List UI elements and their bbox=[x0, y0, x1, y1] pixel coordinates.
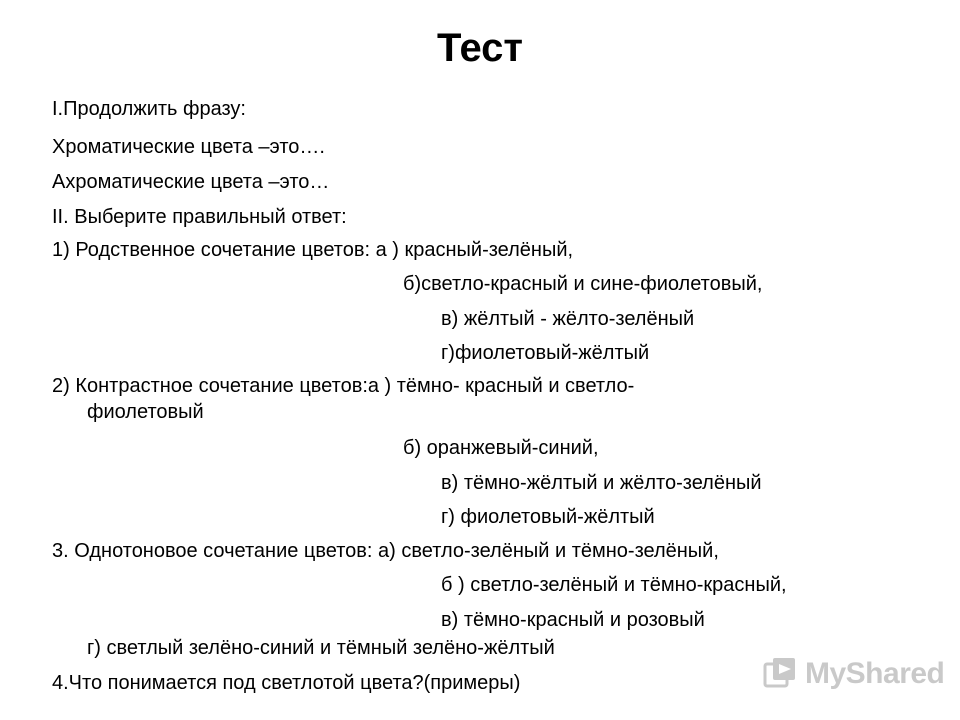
question-4: 4.Что понимается под светлотой цвета?(примеры) bbox=[52, 672, 521, 694]
question-3-option-g: г) светлый зелёно-синий и тёмный зелёно-жёлтый bbox=[87, 637, 555, 659]
watermark-text: MyShared bbox=[805, 657, 945, 690]
watermark bbox=[763, 652, 945, 696]
section-1-heading: I.Продолжить фразу: bbox=[52, 98, 246, 120]
question-2-option-b: б) оранжевый-синий, bbox=[403, 437, 599, 459]
question-1-option-v: в) жёлтый - жёлто-зелёный bbox=[441, 308, 695, 330]
question-3-option-a: 3. Однотоновое сочетание цветов: а) светло-зелёный и тёмно-зелёный, bbox=[52, 540, 719, 562]
section-2-heading: II. Выберите правильный ответ: bbox=[52, 206, 347, 228]
myshared-logo-icon bbox=[763, 656, 799, 692]
question-2-option-v: в) тёмно-жёлтый и жёлто-зелёный bbox=[441, 472, 762, 494]
question-1-option-b: б)светло-красный и сине-фиолетовый, bbox=[403, 273, 763, 295]
question-achromatic: Ахроматические цвета –это… bbox=[52, 171, 330, 193]
question-2-option-a: 2) Контрастное сочетание цветов:а ) тёмно- красный и светло- bbox=[52, 375, 635, 397]
question-3-option-v: в) тёмно-красный и розовый bbox=[441, 609, 705, 631]
question-2-option-g: г) фиолетовый-жёлтый bbox=[441, 506, 655, 528]
question-chromatic: Хроматические цвета –это…. bbox=[52, 136, 325, 158]
question-1-option-g: г)фиолетовый-жёлтый bbox=[441, 342, 650, 364]
question-1-option-a: 1) Родственное сочетание цветов: а ) красный-зелёный, bbox=[52, 239, 574, 261]
question-2-option-a-cont: фиолетовый bbox=[87, 401, 204, 423]
page-title: Тест bbox=[437, 26, 523, 70]
question-3-option-b: б ) светло-зелёный и тёмно-красный, bbox=[441, 574, 787, 596]
